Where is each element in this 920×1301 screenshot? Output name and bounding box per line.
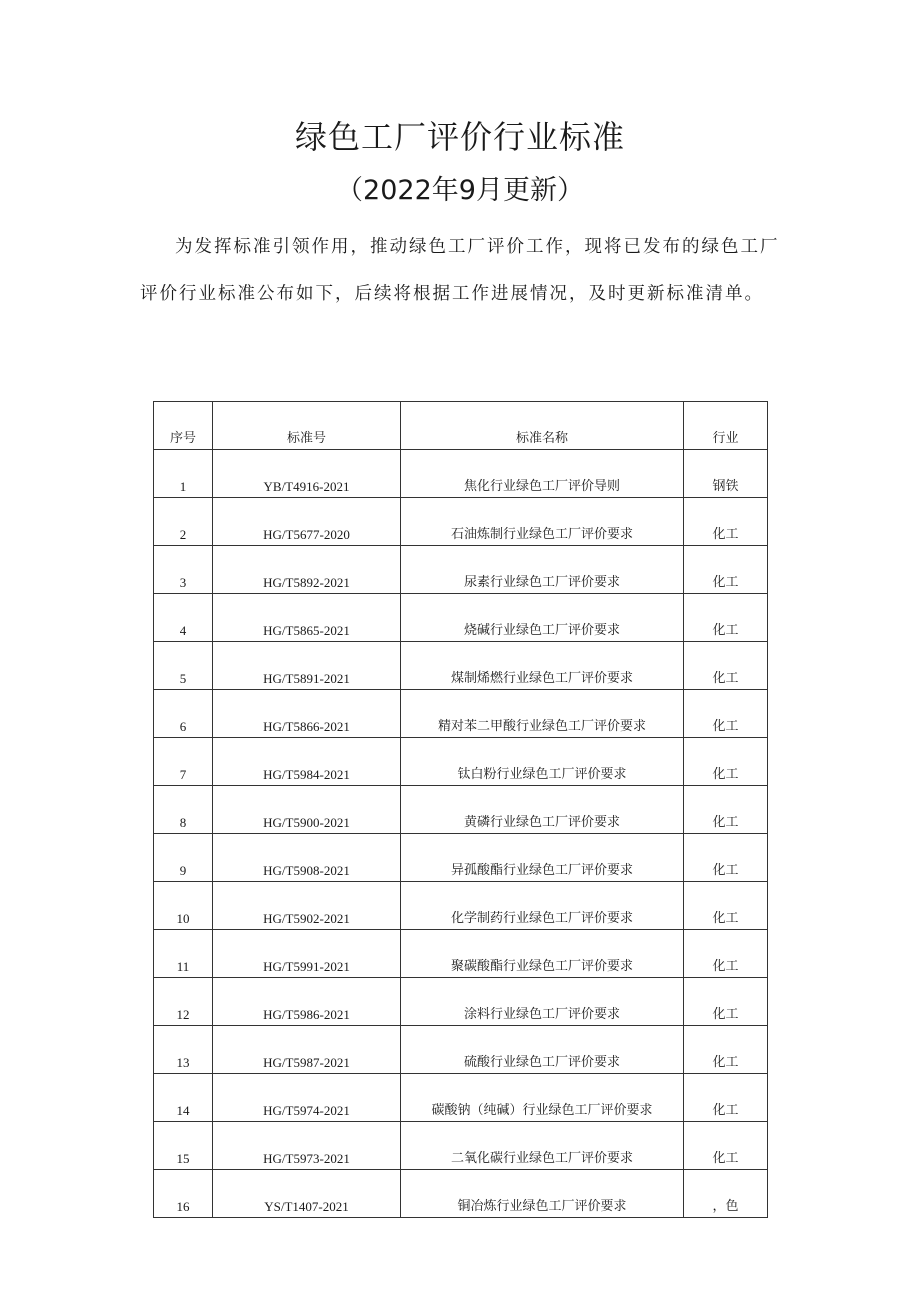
standard-code: HG/T5986-2021 <box>213 978 401 1026</box>
document-title: 绿色工厂评价行业标准 <box>294 118 625 156</box>
industry: 化工 <box>684 882 768 930</box>
standards-table <box>153 401 768 1218</box>
row-number: 8 <box>154 786 213 834</box>
standard-name: 聚碳酸酯行业绿色工厂评价要求 <box>401 930 684 978</box>
standard-name: 黄磷行业绿色工厂评价要求 <box>401 786 684 834</box>
standard-code: HG/T5991-2021 <box>213 930 401 978</box>
industry: 化工 <box>684 546 768 594</box>
standard-name: 异孤酸酯行业绿色工厂评价要求 <box>401 834 684 882</box>
row-number: 15 <box>154 1122 213 1170</box>
row-number: 3 <box>154 546 213 594</box>
standard-code: HG/T5865-2021 <box>213 594 401 642</box>
table-row <box>154 1026 768 1074</box>
standard-code: HG/T5866-2021 <box>213 690 401 738</box>
standard-code: HG/T5902-2021 <box>213 882 401 930</box>
header-no: 序号 <box>154 402 213 450</box>
document-subtitle: （2022年9月更新） <box>336 175 584 206</box>
standard-code: HG/T5974-2021 <box>213 1074 401 1122</box>
standard-code: HG/T5892-2021 <box>213 546 401 594</box>
standard-name: 煤制烯燃行业绿色工厂评价要求 <box>401 642 684 690</box>
standard-code: HG/T5900-2021 <box>213 786 401 834</box>
standard-name: 尿素行业绿色工厂评价要求 <box>401 546 684 594</box>
industry: ，色 <box>684 1170 768 1218</box>
standard-name: 烧碱行业绿色工厂评价要求 <box>401 594 684 642</box>
row-number: 14 <box>154 1074 213 1122</box>
row-number: 9 <box>154 834 213 882</box>
standard-name: 焦化行业绿色工厂评价导则 <box>401 450 684 498</box>
table-row <box>154 1170 768 1218</box>
industry: 化工 <box>684 978 768 1026</box>
industry: 化工 <box>684 1122 768 1170</box>
standard-code: HG/T5973-2021 <box>213 1122 401 1170</box>
row-number: 16 <box>154 1170 213 1218</box>
table-row <box>154 642 768 690</box>
table-row <box>154 930 768 978</box>
header-industry: 行业 <box>684 402 768 450</box>
row-number: 7 <box>154 738 213 786</box>
table-row <box>154 1122 768 1170</box>
table-row <box>154 690 768 738</box>
standard-code: HG/T5908-2021 <box>213 834 401 882</box>
row-number: 10 <box>154 882 213 930</box>
industry: 化工 <box>684 738 768 786</box>
industry: 化工 <box>684 786 768 834</box>
header-code: 标准号 <box>213 402 401 450</box>
table-row <box>154 450 768 498</box>
industry: 化工 <box>684 642 768 690</box>
standard-code: HG/T5984-2021 <box>213 738 401 786</box>
table-row <box>154 546 768 594</box>
standard-name: 化学制药行业绿色工厂评价要求 <box>401 882 684 930</box>
standard-code: YS/T1407-2021 <box>213 1170 401 1218</box>
table-header-row <box>154 402 768 450</box>
standard-name: 精对苯二甲酸行业绿色工厂评价要求 <box>401 690 684 738</box>
standard-name: 硫酸行业绿色工厂评价要求 <box>401 1026 684 1074</box>
industry: 化工 <box>684 1074 768 1122</box>
industry: 钢铁 <box>684 450 768 498</box>
header-name: 标准名称 <box>401 402 684 450</box>
standard-code: HG/T5677-2020 <box>213 498 401 546</box>
row-number: 4 <box>154 594 213 642</box>
standard-name: 碳酸钠（纯碱）行业绿色工厂评价要求 <box>401 1074 684 1122</box>
table-row <box>154 786 768 834</box>
standard-name: 石油炼制行业绿色工厂评价要求 <box>401 498 684 546</box>
table-row <box>154 738 768 786</box>
standard-code: HG/T5987-2021 <box>213 1026 401 1074</box>
table-row <box>154 978 768 1026</box>
table-row <box>154 882 768 930</box>
row-number: 1 <box>154 450 213 498</box>
standard-name: 钛白粉行业绿色工厂评价要求 <box>401 738 684 786</box>
row-number: 11 <box>154 930 213 978</box>
row-number: 13 <box>154 1026 213 1074</box>
standard-name: 涂料行业绿色工厂评价要求 <box>401 978 684 1026</box>
row-number: 5 <box>154 642 213 690</box>
industry: 化工 <box>684 498 768 546</box>
intro-paragraph: 为发挥标准引领作用，推动绿色工厂评价工作，现将已发布的绿色工厂评价行业标准公布如下，后续将根据工作进展情况，及时更新标准清单。 <box>140 237 780 304</box>
table-body <box>154 450 768 1218</box>
row-number: 6 <box>154 690 213 738</box>
table-row <box>154 498 768 546</box>
table-row <box>154 594 768 642</box>
table-row <box>154 1074 768 1122</box>
industry: 化工 <box>684 930 768 978</box>
standard-code: YB/T4916-2021 <box>213 450 401 498</box>
table-row <box>154 834 768 882</box>
standard-code: HG/T5891-2021 <box>213 642 401 690</box>
industry: 化工 <box>684 834 768 882</box>
row-number: 12 <box>154 978 213 1026</box>
row-number: 2 <box>154 498 213 546</box>
industry: 化工 <box>684 1026 768 1074</box>
industry: 化工 <box>684 690 768 738</box>
industry: 化工 <box>684 594 768 642</box>
standard-name: 二氧化碳行业绿色工厂评价要求 <box>401 1122 684 1170</box>
standard-name: 铜冶炼行业绿色工厂评价要求 <box>401 1170 684 1218</box>
